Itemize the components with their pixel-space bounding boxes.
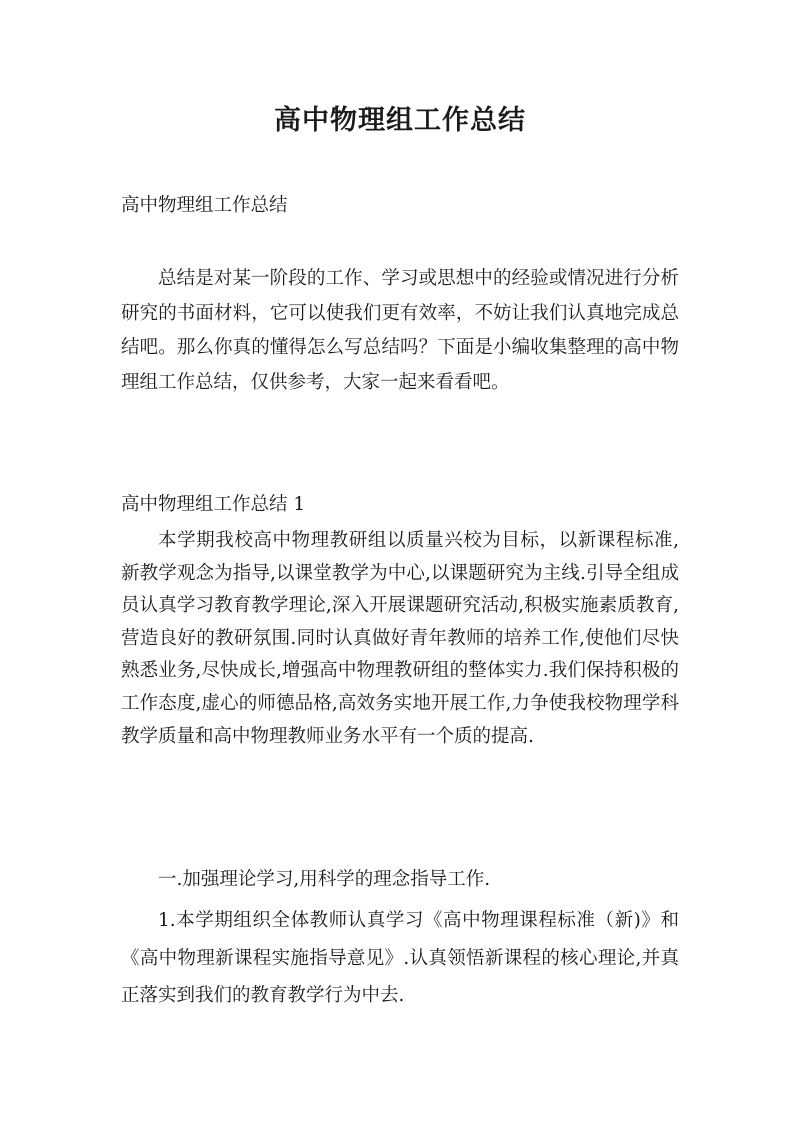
section-heading: 高中物理组工作总结 1 [121, 494, 306, 515]
document-title: 高中物理组工作总结 [274, 105, 526, 136]
point-heading: 一.加强理论学习,用科学的理念指导工作. [158, 869, 491, 890]
intro-paragraph: 总结是对某一阶段的工作、学习或思想中的经验或情况进行分析研究的书面材料，它可以使我们更有效率，不妨让我们认真地完成总结吧。那么你真的懂得怎么写总结吗？下面是小编收集整理的高中物理组工作总结，仅供参考，大家一起来看看吧。 [121, 268, 679, 393]
section-paragraph: 本学期我校高中物理教研组以质量兴校为目标，以新课程标准,新教学观念为指导,以课堂教学为中心,以课题研究为主线.引导全组成员认真学习教育教学理论,深入开展课题研究活动,积极实施素质教育,营造良好的教研氛围.同时认真做好青年教师的培养工作,使他们尽快熟悉业务,尽快成长,增强高中物理教研组的整体实力.我们保持积极的工作态度,虚心的师德品格,高效务实地开展工作,力争使我校物理学科教学质量和高中物理教师业务水平有一个质的提高. [121, 530, 679, 747]
point-paragraph: 1.本学期组织全体教师认真学习《高中物理课程标准（新)》和《高中物理新课程实施指导意见》.认真领悟新课程的核心理论,并真正落实到我们的教育教学行为中去. [121, 910, 679, 1006]
document-subtitle: 高中物理组工作总结 [121, 195, 288, 216]
